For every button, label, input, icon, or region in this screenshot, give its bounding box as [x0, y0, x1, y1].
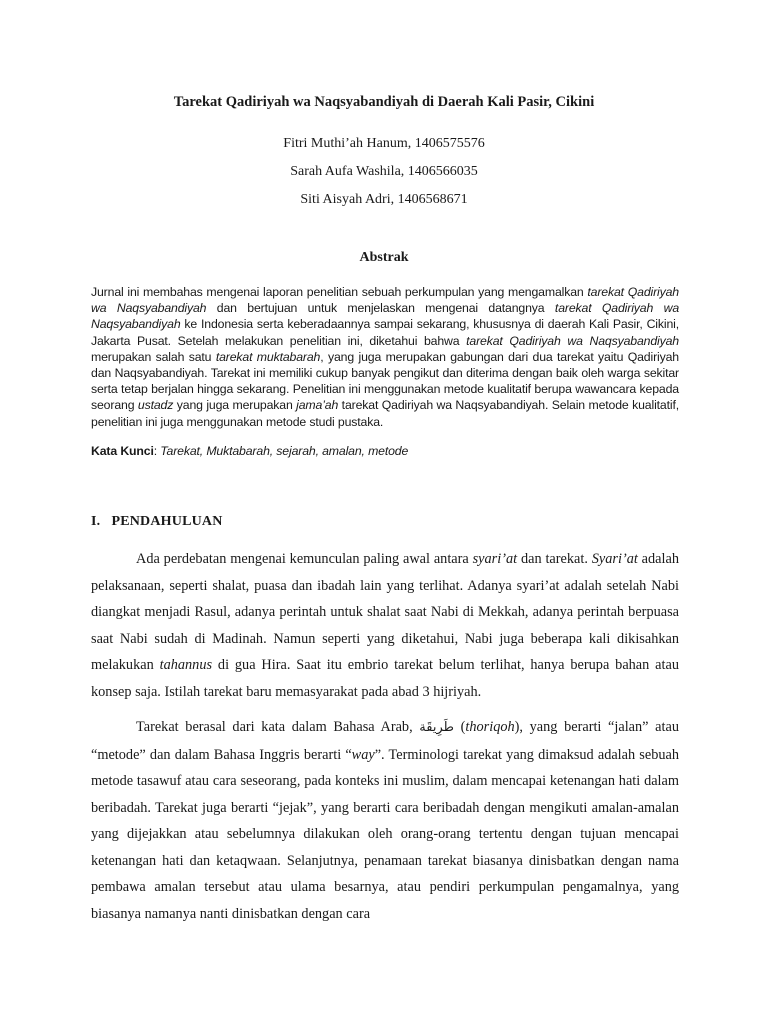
abstract-text: ke Indonesia serta keberadaannya sampai sekarang, khususnya di daerah Kali Pasir, Cikini, Jakarta Pusat. Setelah melakukan penelitian ini, diketahui bahwa: [91, 317, 679, 348]
paper-title: Tarekat Qadiriyah wa Naqsyabandiyah di Daerah Kali Pasir, Cikini: [173, 94, 595, 110]
abstract-italic-term: jama’ah: [296, 398, 339, 413]
abstract-text: dan bertujuan untuk menjelaskan mengenai datangnya: [206, 301, 555, 316]
abstract-text: , yang juga merupakan gabungan dari dua tarekat yaitu Qadiriyah dan Naqsyabandiyah. Tarekat ini memiliki cukup banyak pengikut dan diterima dengan baik oleh warga sekitar serta tetap berjalan hingga sekarang. Penelitian ini menggunakan metode kualitatif berupa wawancara kepada seorang: [91, 349, 679, 413]
abstract-paragraph: [91, 284, 679, 430]
abstract-text: yang juga merupakan: [173, 398, 297, 413]
body-text: Tarekat berasal dari kata dalam Bahasa Arab,: [136, 719, 420, 735]
italic-term: way: [351, 746, 375, 763]
author-line: Sarah Aufa Washila, 1406566035: [290, 164, 478, 179]
intro-paragraph-1: [91, 546, 679, 705]
paragraph: [91, 546, 679, 705]
keywords-line: [91, 443, 679, 459]
abstract-italic-term: ustadz: [137, 398, 174, 413]
abstract-text: Jurnal ini membahas mengenai laporan penelitian sebuah perkumpulan yang mengamalkan: [91, 285, 588, 299]
body-text: Ada perdebatan mengenai kemunculan paling awal antara: [136, 551, 473, 567]
italic-term: syari’at: [472, 551, 518, 567]
italic-term: tahannus: [159, 657, 213, 673]
keywords-label: Kata Kunci: [91, 444, 154, 458]
abstract-italic-term: tarekat muktabarah: [215, 349, 321, 364]
body-text: ”. Terminologi tarekat yang dimaksud adalah sebuah metode tasawuf atau cara seseorang, pada konteks ini muslim, dalam mencapai ketenangan hati dalam beribadah. Tarekat juga berarti “jejak”, yang berarti cara beribadah dengan mengikuti amalan-amalan yang dijejakkan atau sebelumnya dilakukan oleh orang-orang tertentu dengan tujuan mencapai ketenangan hati dan ketaqwaan. Selanjutnya, penamaan tarekat biasanya dinisbatkan dengan nama pembawa amalan tersebut atau ulama besarnya, atau pendiri perkumpulan pengamalnya, yang biasanya namanya nanti dinisbatkan dengan cara: [91, 746, 679, 922]
body-text: adalah pelaksanaan, seperti shalat, puasa dan ibadah lain yang terlihat. Adanya syari’at adalah setelah Nabi diangkat menjadi Rasul, adanya perintah untuk shalat saat Nabi di Mekkah, adanya perintah berpuasa saat Nabi sudah di Madinah. Namun seperti yang diketahui, Nabi juga beberapa kali dikisahkan melakukan: [91, 551, 679, 673]
intro-paragraph-2: [91, 714, 679, 927]
abstract-body: [91, 284, 679, 430]
abstract-text: tarekat Qadiriyah wa Naqsyabandiyah. Selain metode kualitatif, penelitian ini juga menggunakan metode studi pustaka.: [91, 398, 679, 429]
paragraph: [91, 714, 679, 927]
section-heading: I. PENDAHULUAN: [91, 514, 223, 529]
italic-term: thoriqoh: [465, 719, 515, 735]
keywords-separator: :: [153, 444, 161, 458]
abstract-italic-term: tarekat Qadiriyah wa Naqsyabandiyah: [91, 301, 680, 332]
italic-term: Syari’at: [591, 551, 638, 567]
abstract-italic-term: tarekat Qadiriyah wa Naqsyabandiyah: [91, 285, 679, 316]
author-line: Siti Aisyah Adri, 1406568671: [300, 192, 468, 207]
body-text: dan tarekat.: [517, 551, 592, 567]
author-list: [0, 130, 768, 214]
arabic-word: طَرِيقَة: [419, 720, 454, 735]
keywords-list: Tarekat, Muktabarah, sejarah, amalan, metode: [160, 444, 409, 458]
body-text: ), yang berarti “jalan” atau “metode” dan dalam Bahasa Inggris berarti “: [91, 719, 679, 763]
body-text: di gua Hira. Saat itu embrio tarekat belum terlihat, hanya berupa bahan atau konsep saja. Istilah tarekat baru memasyarakat pada abad 3 hijriyah.: [91, 657, 679, 700]
abstract-text: merupakan salah satu: [91, 349, 216, 364]
body-text: (: [453, 719, 466, 735]
abstract-heading: Abstrak: [359, 250, 409, 265]
author-line: Fitri Muthi’ah Hanum, 1406575576: [283, 136, 485, 151]
abstract-italic-term: tarekat Qadiriyah wa Naqsyabandiyah: [466, 333, 679, 348]
